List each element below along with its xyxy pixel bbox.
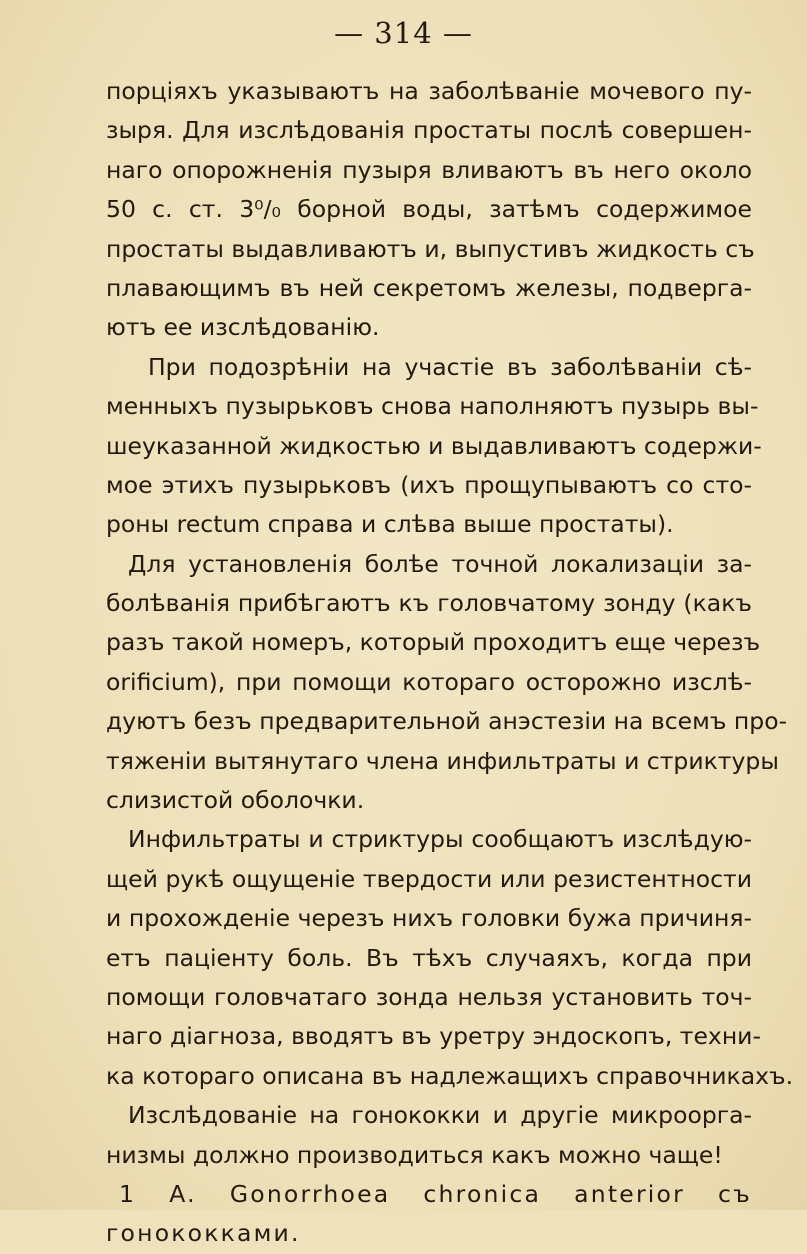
text-line: щей рукѣ ощущеніе твердости или резистентности <box>106 864 752 893</box>
text-line: роны rectum справа и слѣва выше простаты). <box>106 510 674 539</box>
text-line: Изслѣдованіе на гонококки и другіе микроорга- <box>128 1101 752 1130</box>
text-line: наго опорожненія пузыря вливаютъ въ него около <box>106 155 752 184</box>
text-line: Для установленія болѣе точной локализаціи за- <box>128 549 752 578</box>
text-line: orificium), при помощи котораго осторожно изслѣ- <box>106 667 752 696</box>
text-line: дуютъ безъ предварительной анэстезіи на всемъ про- <box>106 707 788 736</box>
text-line: низмы должно производиться какъ можно чаще! <box>106 1140 723 1169</box>
text-line: слизистой оболочки. <box>106 786 365 815</box>
section-heading-line: гонококками. <box>106 1219 301 1248</box>
body-text <box>106 72 794 1254</box>
text-line: болѣванія прибѣгаютъ къ головчатому зонду (какъ <box>106 589 752 618</box>
text-line: ка котораго описана въ надлежащихъ справочникахъ. <box>106 1061 794 1090</box>
text-line: простаты выдавливаютъ и, выпустивъ жидкость съ <box>106 234 755 263</box>
text-line: ютъ ее изслѣдованію. <box>106 313 380 342</box>
text-line: зыря. Для изслѣдованія простаты послѣ совершен- <box>106 116 752 145</box>
text-line: 50 с. ст. 3⁰/₀ борной воды, затѣмъ содержимое <box>106 195 752 224</box>
text-line: шеуказанной жидкостью и выдавливаютъ содержи- <box>106 431 762 460</box>
text-line: тяженіи вытянутаго члена инфильтраты и стриктуры <box>106 746 779 775</box>
text-line: наго діагноза, вводятъ въ уретру эндоскопъ, техни- <box>106 1022 761 1051</box>
text-line: плавающимъ въ ней секретомъ железы, подверга- <box>106 273 752 302</box>
text-line: помощи головчатаго зонда нельзя установить точ- <box>106 982 752 1011</box>
text-line: порціяхъ указываютъ на заболѣваніе мочевого пу- <box>106 77 752 105</box>
text-line: менныхъ пузырьковъ снова наполняютъ пузырь вы- <box>106 392 759 421</box>
section-heading-line: 1 A. Gonorrhoea chronica anterior съ <box>119 1179 752 1208</box>
text-line: и прохожденіе черезъ нихъ головки бужа причиня- <box>106 904 752 933</box>
text-line: разъ такой номеръ, который проходитъ еще черезъ <box>106 628 761 657</box>
text-line: Инфильтраты и стриктуры сообщаютъ изслѣдую- <box>128 825 752 854</box>
text-line: етъ паціенту боль. Въ тѣхъ случаяхъ, когда при <box>106 943 752 972</box>
page-number: — 314 — <box>334 16 473 50</box>
text-line: При подозрѣніи на участіе въ заболѣваніи сѣ- <box>148 352 752 381</box>
text-line: мое этихъ пузырьковъ (ихъ прощупываютъ со сто- <box>106 470 752 499</box>
